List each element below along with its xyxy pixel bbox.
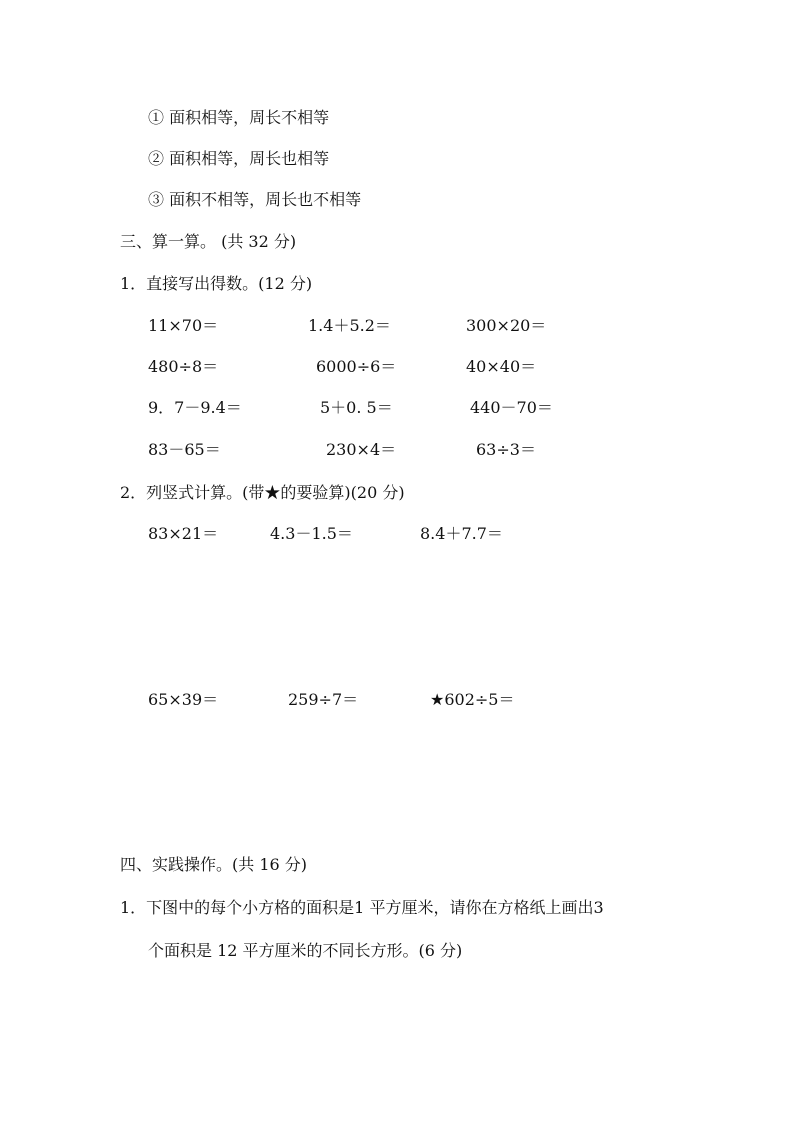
q2-item: 259÷7＝ [288, 690, 359, 709]
q1-item: 9．7－9.4＝ [148, 398, 242, 417]
q1-item: 440－70＝ [470, 398, 553, 417]
option-3: ③ 面积不相等，周长也不相等 [148, 190, 362, 209]
q2-item: 65×39＝ [148, 690, 219, 709]
s4-q1-line1: 1．下图中的每个小方格的面积是1 平方厘米，请你在方格纸上画出3 [120, 898, 604, 917]
section-3-title: 三、算一算。 (共 32 分) [120, 232, 297, 251]
q2-title: 2．列竖式计算。(带★的要验算)(20 分) [120, 483, 405, 502]
q1-item: 5＋0. 5＝ [320, 398, 393, 417]
q1-title: 1．直接写出得数。(12 分) [120, 274, 313, 293]
q2-item: 83×21＝ [148, 524, 219, 543]
q1-item: 1.4＋5.2＝ [308, 316, 391, 335]
q2-item: 4.3－1.5＝ [270, 524, 353, 543]
q1-item: 11×70＝ [148, 316, 219, 335]
q1-item: 480÷8＝ [148, 357, 219, 376]
q1-item: 300×20＝ [466, 316, 547, 335]
q1-item: 40×40＝ [466, 357, 537, 376]
q2-item-starred: ★602÷5＝ [430, 690, 515, 709]
q1-item: 83－65＝ [148, 440, 221, 459]
q1-item: 230×4＝ [326, 440, 397, 459]
q1-item: 63÷3＝ [476, 440, 536, 459]
s4-q1-line2: 个面积是 12 平方厘米的不同长方形。(6 分) [148, 941, 463, 960]
option-1: ① 面积相等，周长不相等 [148, 108, 330, 127]
section-4-title: 四、实践操作。(共 16 分) [120, 855, 308, 874]
option-2: ② 面积相等，周长也相等 [148, 149, 330, 168]
q2-item: 8.4＋7.7＝ [420, 524, 503, 543]
q1-item: 6000÷6＝ [316, 357, 397, 376]
